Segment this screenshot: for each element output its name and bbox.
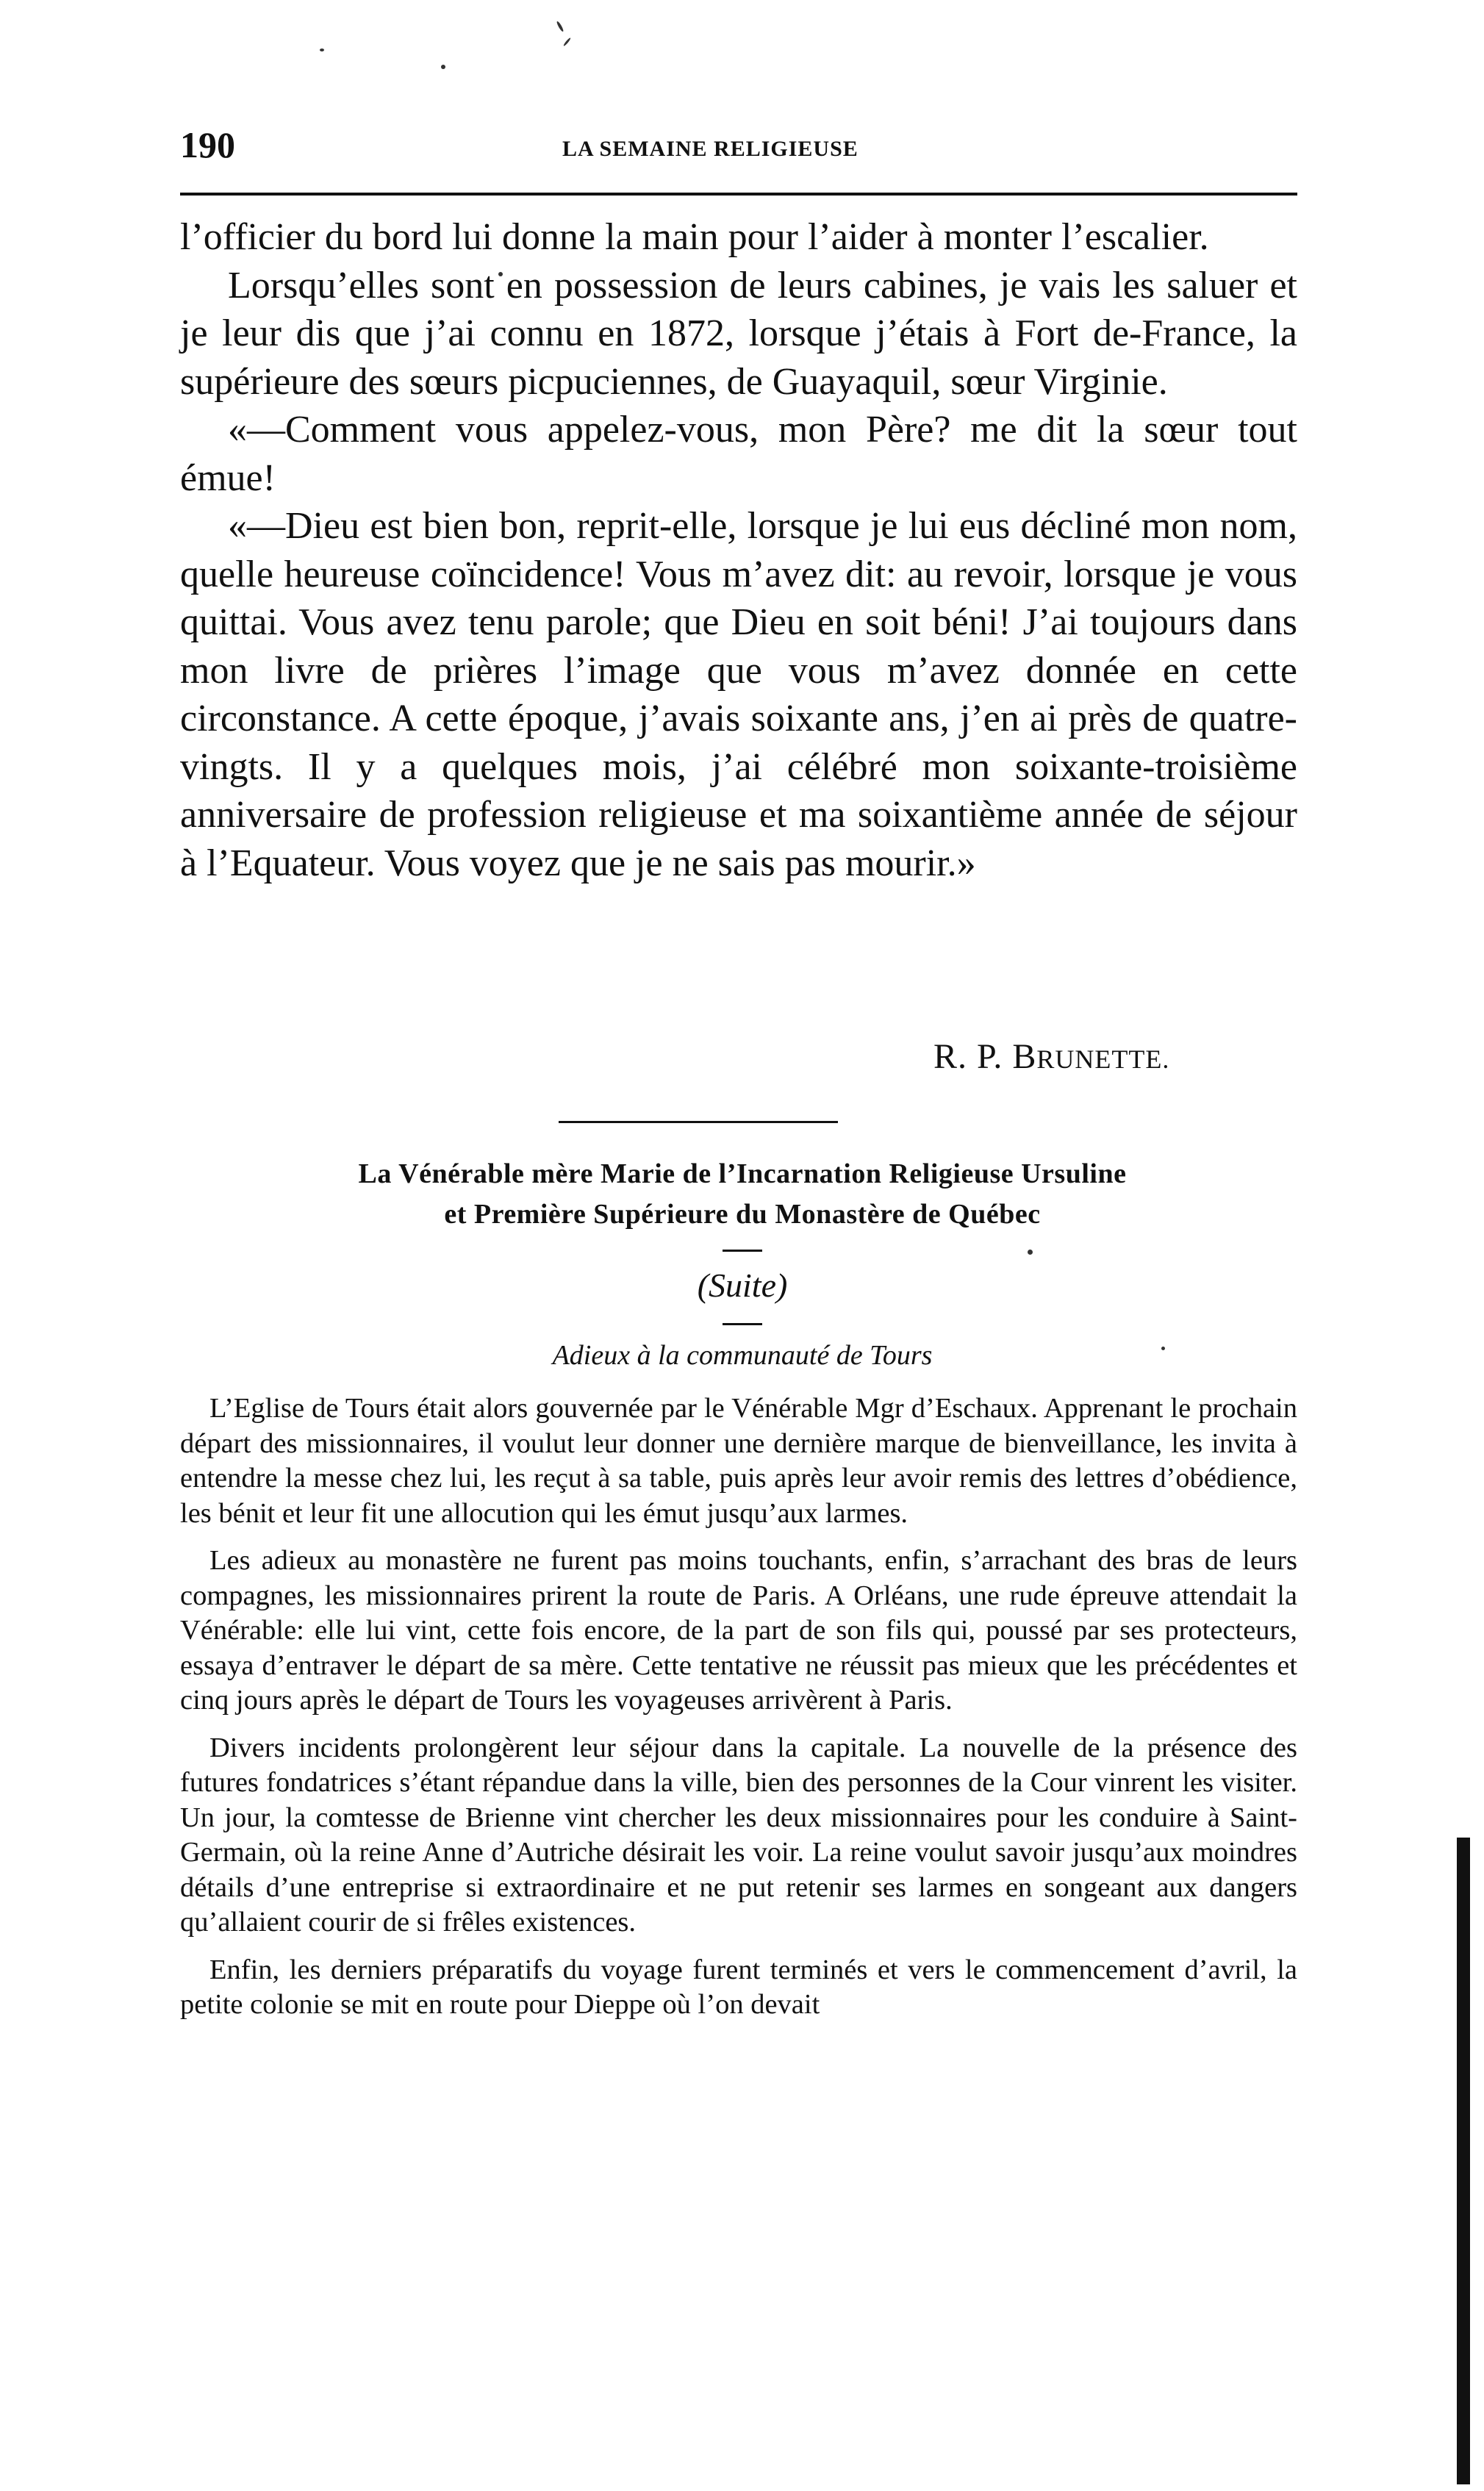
page-header [180, 123, 1297, 175]
page-number: 190 [180, 124, 235, 165]
letter-paragraph: Lorsqu’elles sont en possession de leurs cabines, je vais les saluer et je leur dis que j’ai connu en 1872, lorsque j’étais à Fort de-France, la supérieure des sœurs picpuciennes, de Guayaquil, sœur Virginie. [180, 264, 1297, 403]
scan-speck [1028, 1250, 1033, 1255]
letter-paragraph: «—Dieu est bien bon, reprit-elle, lorsque je lui eus décliné mon nom, quelle heureuse coïncidence! Vous m’avez dit: au revoir, lorsque je vous quittai. Vous avez tenu parole; que Dieu en soit béni! J’ai toujours dans mon livre de prières l’image que vous m’avez donnée en cette circonstance. A cette époque, j’avais soixante ans, j’en ai près de quatre-vingts. Il y a quelques mois, j’ai célébré mon soixante-troisième anniversaire de profession religieuse et ma soixantième année de séjour à l’Equateur. Vous voyez que je ne sais pas mourir.» [180, 505, 1297, 884]
scan-edge-shadow [1457, 1838, 1470, 2484]
section-divider [559, 1121, 838, 1123]
article-paragraph: Enfin, les derniers préparatifs du voyage furent terminés et vers le commencement d’avril, la petite colonie se mit en route pour Dieppe où l’on devait [180, 1954, 1297, 2020]
article-title-line: et Première Supérieure du Monastère de Québec [444, 1199, 1041, 1230]
running-head: LA SEMAINE RELIGIEUSE [562, 137, 859, 161]
article-title-line: La Vénérable mère Marie de l’Incarnation Religieuse Ursuline [358, 1158, 1127, 1189]
article-paragraph: Divers incidents prolongèrent leur séjour dans la capitale. La nouvelle de la présence des futures fondatrices s’étant répandue dans la ville, bien des personnes de la Cour vinrent les visiter. Un jour, la comtesse de Brienne vint chercher les deux missionnaires pour les conduire à Saint-Germain, où la reine Anne d’Autriche désirait les voir. La reine voulut savoir jusqu’aux moindres détails d’une entreprise si extraordinaire et ne put retenir ses larmes en songeant aux dangers qu’allaient courir de si frêles existences. [180, 1732, 1297, 1938]
signature [933, 1036, 1169, 1077]
scan-speck [441, 65, 445, 69]
header-rule [180, 193, 1297, 196]
scan-speck [563, 37, 571, 47]
letter-paragraph: l’officier du bord lui donne la main pour l’aider à monter l’escalier. [180, 216, 1209, 258]
title-rule [723, 1250, 762, 1252]
suite-label: (Suite) [697, 1266, 788, 1304]
subsection-title: Adieux à la communauté de Tours [552, 1340, 933, 1371]
article-paragraph: Les adieux au monastère ne furent pas moins touchants, enfin, s’arrachant des bras de leurs compagnes, les missionnaires prirent la route de Paris. A Orléans, une rude épreuve attendait la Vénérable: elle lui vint, cette fois encore, de la part de son fils qui, poussé par ses protecteurs, essaya d’entraver le départ de sa mère. Cette tentative ne réussit pas mieux que les précédentes et cinq jours après le départ de Tours les voyageuses arrivèrent à Paris. [180, 1545, 1297, 1716]
letter-body [180, 213, 1297, 887]
letter-paragraph: «—Comment vous appelez-vous, mon Père? me dit la sœur tout émue! [180, 409, 1297, 499]
signature-rest: RUNETTE. [1036, 1044, 1170, 1074]
article-title [169, 1154, 1316, 1235]
article-paragraph: L’Eglise de Tours était alors gouvernée par le Vénérable Mgr d’Eschaux. Apprenant le prochain départ des missionnaires, il voulut leur donner une dernière marque de bienveillance, les invita à entendre la messe chez lui, les reçut à sa table, puis après leur avoir remis des lettres d’obédience, les bénit et leur fit une allocution qui les émut jusqu’aux larmes. [180, 1393, 1297, 1529]
signature-prefix: R. P. B [933, 1037, 1037, 1076]
suite-rule [723, 1323, 762, 1325]
scan-speck [320, 49, 324, 51]
scan-speck [556, 21, 564, 32]
article-body [180, 1391, 1297, 2035]
